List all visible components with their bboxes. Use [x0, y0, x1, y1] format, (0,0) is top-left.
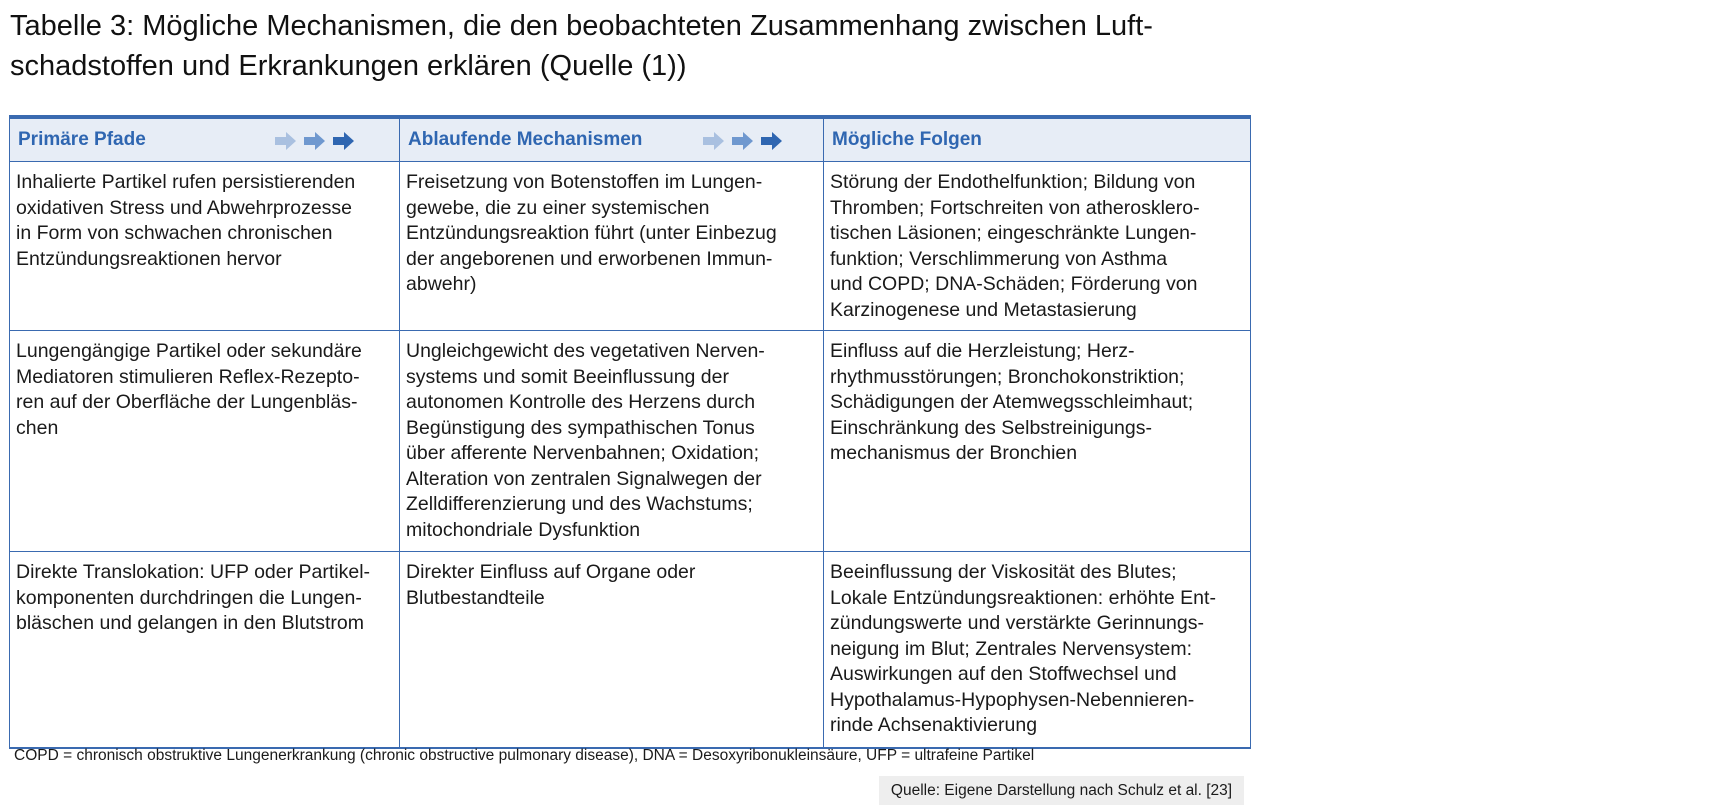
cell-text-line: Schädigungen der Atemwegsschleimhaut;: [830, 391, 1194, 413]
cell-text-line: Inhalierte Partikel rufen persistierenden: [16, 171, 356, 193]
arrow-chain-icon: [701, 130, 784, 152]
cell-text-line: Zelldifferenzierung und des Wachstums;: [406, 493, 753, 515]
table-cell: [824, 331, 1251, 552]
cell-text-line: komponenten durchdringen die Lungen-: [16, 586, 362, 609]
cell-text-line: Lokale Entzündungsreaktionen: erhöhte Ent-: [830, 586, 1216, 609]
arrow-right-icon: [759, 130, 784, 152]
cell-text-line: ren auf der Oberfläche der Lungenbläs-: [16, 391, 358, 413]
cell-text-line: Thromben; Fortschreiten von atherosklero-: [830, 196, 1200, 219]
cell-text-line: systems und somit Beeinflussung der: [406, 365, 729, 388]
table-row: [10, 552, 1251, 749]
table-row: [10, 162, 1251, 331]
header-label: Mögliche Folgen: [832, 129, 982, 150]
table-cell: [400, 552, 824, 749]
arrow-right-icon: [273, 130, 298, 152]
cell-text-line: Mediatoren stimulieren Reflex-Rezepto-: [16, 365, 360, 388]
header-label: Ablaufende Mechanismen: [408, 129, 643, 150]
arrow-right-icon: [302, 130, 327, 152]
mechanisms-table: [9, 115, 1251, 749]
cell-text-line: abwehr): [406, 273, 477, 295]
cell-text-line: neigung im Blut; Zentrales Nervensystem:: [830, 637, 1192, 660]
table-title-line-2: schadstoffen und Erkrankungen erklären (Quelle (1)): [10, 50, 687, 82]
cell-text-line: Karzinogenese und Metastasierung: [830, 298, 1137, 321]
footnote: COPD = chronisch obstruktive Lungenerkrankung (chronic obstructive pulmonary disease), DNA = Desoxyribonukleinsäure, UFP = ultrafeine Partikel: [14, 747, 1035, 764]
cell-text-line: Blutbestandteile: [406, 586, 545, 609]
table-body: [10, 162, 1251, 749]
cell-text-line: mitochondriale Dysfunktion: [406, 518, 641, 541]
cell-text-line: Ungleichgewicht des vegetativen Nerven-: [406, 340, 765, 362]
cell-text-line: in Form von schwachen chronischen: [16, 222, 333, 244]
cell-text-line: funktion; Verschlimmerung von Asthma: [830, 247, 1168, 270]
header-mechanisms: [400, 117, 824, 162]
cell-text-line: Beeinflussung der Viskosität des Blutes;: [830, 561, 1177, 583]
cell-text-line: Begünstigung des sympathischen Tonus: [406, 416, 755, 439]
cell-text-line: über afferente Nervenbahnen; Oxidation;: [406, 442, 760, 464]
table-cell: [824, 162, 1251, 331]
cell-text-line: Störung der Endothelfunktion; Bildung von: [830, 171, 1196, 193]
header-primary-paths: [10, 117, 400, 162]
cell-text-line: und COPD; DNA-Schäden; Förderung von: [830, 273, 1198, 295]
cell-text-line: Entzündungsreaktion führt (unter Einbezug: [406, 222, 777, 244]
cell-text-line: Einfluss auf die Herzleistung; Herz-: [830, 340, 1135, 362]
table-title-line-1: Tabelle 3: Mögliche Mechanismen, die den beobachteten Zusammenhang zwischen Luft-: [10, 10, 1153, 42]
arrow-right-icon: [701, 130, 726, 152]
cell-text-line: rinde Achsenaktivierung: [830, 714, 1038, 736]
cell-text-line: Freisetzung von Botenstoffen im Lungen-: [406, 171, 763, 193]
cell-text-line: autonomen Kontrolle des Herzens durch: [406, 391, 756, 413]
table-cell: [824, 552, 1251, 749]
cell-text-line: mechanismus der Bronchien: [830, 442, 1078, 464]
arrow-right-icon: [331, 130, 356, 152]
cell-text-line: Hypothalamus-Hypophysen-Nebennieren-: [830, 688, 1195, 711]
cell-text-line: zündungswerte und verstärkte Gerinnungs-: [830, 612, 1204, 634]
cell-text-line: Lungengängige Partikel oder sekundäre: [16, 340, 362, 362]
cell-text-line: Direkte Translokation: UFP oder Partikel-: [16, 561, 371, 583]
cell-text-line: oxidativen Stress und Abwehrprozesse: [16, 196, 353, 219]
table-title: [10, 6, 1210, 86]
cell-text-line: bläschen und gelangen in den Blutstrom: [16, 612, 364, 634]
header-label: Primäre Pfade: [18, 129, 146, 150]
cell-text-line: der angeborenen und erworbenen Immun-: [406, 247, 773, 270]
table-cell: [10, 331, 400, 552]
table-cell: [10, 162, 400, 331]
cell-text-line: tischen Läsionen; eingeschränkte Lungen-: [830, 222, 1197, 244]
cell-text-line: Entzündungsreaktionen hervor: [16, 247, 282, 270]
cell-text-line: gewebe, die zu einer systemischen: [406, 196, 710, 219]
table-cell: [400, 162, 824, 331]
cell-text-line: chen: [16, 416, 59, 439]
table-header-row: [10, 117, 1251, 162]
table-row: [10, 331, 1251, 552]
cell-text-line: rhythmusstörungen; Bronchokonstriktion;: [830, 365, 1185, 388]
arrow-chain-icon: [273, 130, 356, 152]
source-note: Quelle: Eigene Darstellung nach Schulz et al. [23]: [879, 776, 1244, 805]
cell-text-line: Direkter Einfluss auf Organe oder: [406, 561, 696, 583]
cell-text-line: Auswirkungen auf den Stoffwechsel und: [830, 663, 1177, 685]
header-consequences: [824, 117, 1251, 162]
table-cell: [400, 331, 824, 552]
cell-text-line: Einschränkung des Selbstreinigungs-: [830, 416, 1152, 439]
table-cell: [10, 552, 400, 749]
arrow-right-icon: [730, 130, 755, 152]
cell-text-line: Alteration von zentralen Signalwegen der: [406, 467, 762, 490]
